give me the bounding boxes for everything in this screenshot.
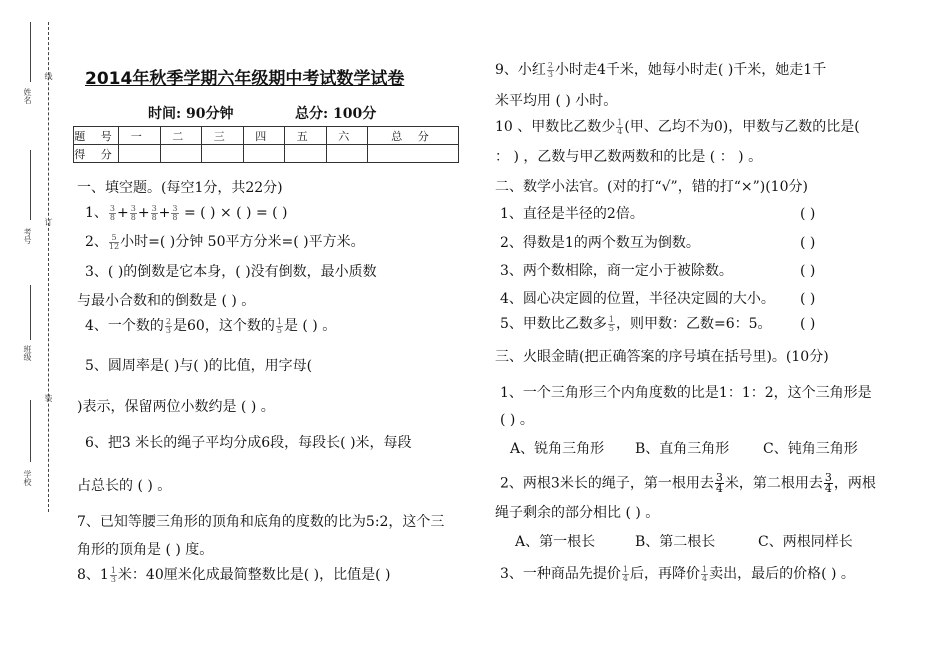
choice-2-option-b[interactable]: B、第二根长 bbox=[635, 534, 716, 550]
choice-1-option-c[interactable]: C、钝角三角形 bbox=[763, 441, 858, 457]
question-6-line2: 占总长的 ( ) 。 bbox=[77, 478, 172, 494]
fraction: $\frac{3}{4}$ bbox=[715, 471, 723, 495]
score-col-total: 总 分 bbox=[368, 127, 459, 145]
name-blank bbox=[30, 22, 31, 82]
question-1: 1、 $\frac{3}{8}$ + $\frac{3}{8}$ + $\frac{3}{8}$ + $\frac{3}{8}$ = ( ) × ( ) = ( ) bbox=[85, 203, 288, 222]
score-cell[interactable] bbox=[202, 145, 244, 163]
class-blank bbox=[30, 285, 31, 340]
judge-2: 2、得数是1的两个数互为倒数。 bbox=[500, 235, 700, 251]
cut-mark-zhuang: 装 bbox=[44, 394, 53, 402]
question-10: 10 、甲数比乙数少 $\frac{1}{4}$ (甲、乙均不为0)，甲数与乙数的比是( bbox=[495, 117, 860, 136]
score-col-2: 二 bbox=[160, 127, 202, 145]
score-cell[interactable] bbox=[243, 145, 285, 163]
section2-title: 二、数学小法官。(对的打“√”，错的打“×”)(10分) bbox=[495, 179, 808, 195]
fraction: $\frac{2}{3}$ bbox=[165, 316, 172, 335]
fraction: $\frac{3}{8}$ bbox=[109, 203, 116, 222]
exam-time: 时间: 90分钟 bbox=[148, 106, 234, 122]
id-label: 考号 bbox=[23, 228, 32, 244]
cut-mark-line: 线 bbox=[44, 72, 53, 80]
binding-line bbox=[48, 22, 49, 512]
judge-2-answer[interactable]: ( ) bbox=[800, 235, 816, 251]
score-cell[interactable] bbox=[285, 145, 327, 163]
score-col-1: 一 bbox=[119, 127, 161, 145]
choice-1-option-b[interactable]: B、直角三角形 bbox=[635, 441, 730, 457]
question-4: 4、一个数的 $\frac{2}{3}$ 是60，这个数的 $\frac{1}{5}$ 是 ( ) 。 bbox=[85, 316, 337, 335]
choice-2-option-c[interactable]: C、两根同样长 bbox=[758, 534, 853, 550]
question-5-line2: )表示，保留两位小数约是 ( ) 。 bbox=[77, 399, 275, 415]
question-7-line1: 7、已知等腰三角形的顶角和底角的度数的比为5:2，这个三 bbox=[77, 514, 445, 530]
judge-4: 4、圆心决定圆的位置，半径决定圆的大小。 bbox=[500, 291, 775, 307]
fraction: $\frac{1}{4}$ bbox=[702, 564, 708, 583]
score-col-4: 四 bbox=[243, 127, 285, 145]
cut-mark-ding: 订 bbox=[44, 218, 53, 226]
judge-4-answer[interactable]: ( ) bbox=[800, 291, 816, 307]
question-8: 8、1 $\frac{1}{3}$ 米：40厘米化成最简整数比是( )，比值是( ) bbox=[77, 565, 391, 584]
section1-title: 一、填空题。(每空1分，共22分) bbox=[77, 180, 283, 196]
exam-total: 总分: 100分 bbox=[295, 106, 377, 122]
fraction: $\frac{3}{4}$ bbox=[824, 471, 832, 495]
choice-2-line2: 绳子剩余的部分相比 ( ) 。 bbox=[495, 505, 660, 521]
question-2: 2、 $\frac{5}{12}$ 小时=( )分钟 50平方分米=( )平方米。 bbox=[85, 232, 365, 251]
question-9-line2: 米平均用 ( ) 小时。 bbox=[495, 93, 618, 109]
question-10-line2: ： ) ，乙数与甲乙数两数和的比是 ( ： ) 。 bbox=[495, 149, 763, 165]
school-blank bbox=[30, 400, 31, 462]
fraction: $\frac{3}{8}$ bbox=[130, 203, 136, 222]
judge-5-answer[interactable]: ( ) bbox=[800, 316, 816, 332]
question-9: 9、小红 $\frac{2}{3}$ 小时走4千米，她每小时走( )千米，她走1千 bbox=[495, 60, 827, 79]
choice-2: 2、两根3米长的绳子，第一根用去 $\frac{3}{4}$ 米，第二根用去 $\frac{3}{4}$ ，两根 bbox=[500, 471, 876, 495]
judge-3-answer[interactable]: ( ) bbox=[800, 263, 816, 279]
score-cell[interactable] bbox=[119, 145, 161, 163]
binding-margin bbox=[0, 0, 60, 672]
fraction: $\frac{5}{12}$ bbox=[108, 232, 120, 251]
choice-1-line1: 1、一个三角形三个内角度数的比是1：1：2，这个三角形是 bbox=[500, 385, 872, 401]
q1-text: = ( ) × ( ) = ( ) bbox=[179, 205, 288, 221]
id-blank bbox=[30, 150, 31, 220]
score-cell[interactable] bbox=[160, 145, 202, 163]
fraction: $\frac{1}{5}$ bbox=[276, 316, 282, 335]
question-6-line1: 6、把3 米长的绳子平均分成6段，每段长( )米，每段 bbox=[85, 435, 412, 451]
q1-number: 1、 bbox=[85, 205, 108, 221]
judge-5: 5、甲数比乙数多 $\frac{1}{5}$ ，则甲数：乙数=6：5。 bbox=[500, 314, 772, 333]
judge-1: 1、直径是半径的2倍。 bbox=[500, 206, 644, 222]
choice-2-option-a[interactable]: A、第一根长 bbox=[515, 534, 596, 550]
question-3-line2: 与最小合数和的倒数是 ( ) 。 bbox=[77, 293, 256, 309]
judge-3: 3、两个数相除，商一定小于被除数。 bbox=[500, 263, 733, 279]
question-5-line1: 5、圆周率是( )与( )的比值，用字母( bbox=[85, 358, 313, 374]
choice-1-line2: ( ) 。 bbox=[500, 412, 534, 428]
score-row-label: 题 号 bbox=[74, 127, 119, 145]
score-col-5: 五 bbox=[285, 127, 327, 145]
fraction: $\frac{2}{3}$ bbox=[547, 60, 554, 79]
class-label: 班级 bbox=[23, 345, 32, 361]
fraction: $\frac{1}{4}$ bbox=[617, 117, 623, 136]
fraction: $\frac{1}{5}$ bbox=[608, 314, 615, 333]
section3-title: 三、火眼金睛(把正确答案的序号填在括号里)。(10分) bbox=[495, 349, 829, 365]
name-label: 姓名 bbox=[23, 88, 32, 104]
score-col-3: 三 bbox=[202, 127, 244, 145]
fraction: $\frac{3}{8}$ bbox=[151, 203, 157, 222]
judge-1-answer[interactable]: ( ) bbox=[800, 206, 816, 222]
score-cell[interactable] bbox=[368, 145, 459, 163]
exam-title: 2014年秋季学期六年级期中考试数学试卷 bbox=[85, 69, 405, 89]
fraction: $\frac{3}{8}$ bbox=[172, 203, 178, 222]
choice-1-option-a[interactable]: A、锐角三角形 bbox=[510, 441, 605, 457]
score-row-label: 得 分 bbox=[74, 145, 119, 163]
score-col-6: 六 bbox=[326, 127, 368, 145]
fraction: $\frac{1}{4}$ bbox=[622, 564, 629, 583]
question-7-line2: 角形的顶角是 ( ) 度。 bbox=[77, 542, 214, 558]
score-table bbox=[73, 126, 459, 163]
choice-3: 3、一种商品先提价 $\frac{1}{4}$ 后，再降价 $\frac{1}{4}$ 卖出，最后的价格( ) 。 bbox=[500, 564, 855, 583]
fraction: $\frac{1}{3}$ bbox=[110, 565, 116, 584]
school-label: 学校 bbox=[23, 470, 32, 486]
question-3-line1: 3、( )的倒数是它本身，( )没有倒数，最小质数 bbox=[85, 264, 377, 280]
score-cell[interactable] bbox=[326, 145, 368, 163]
